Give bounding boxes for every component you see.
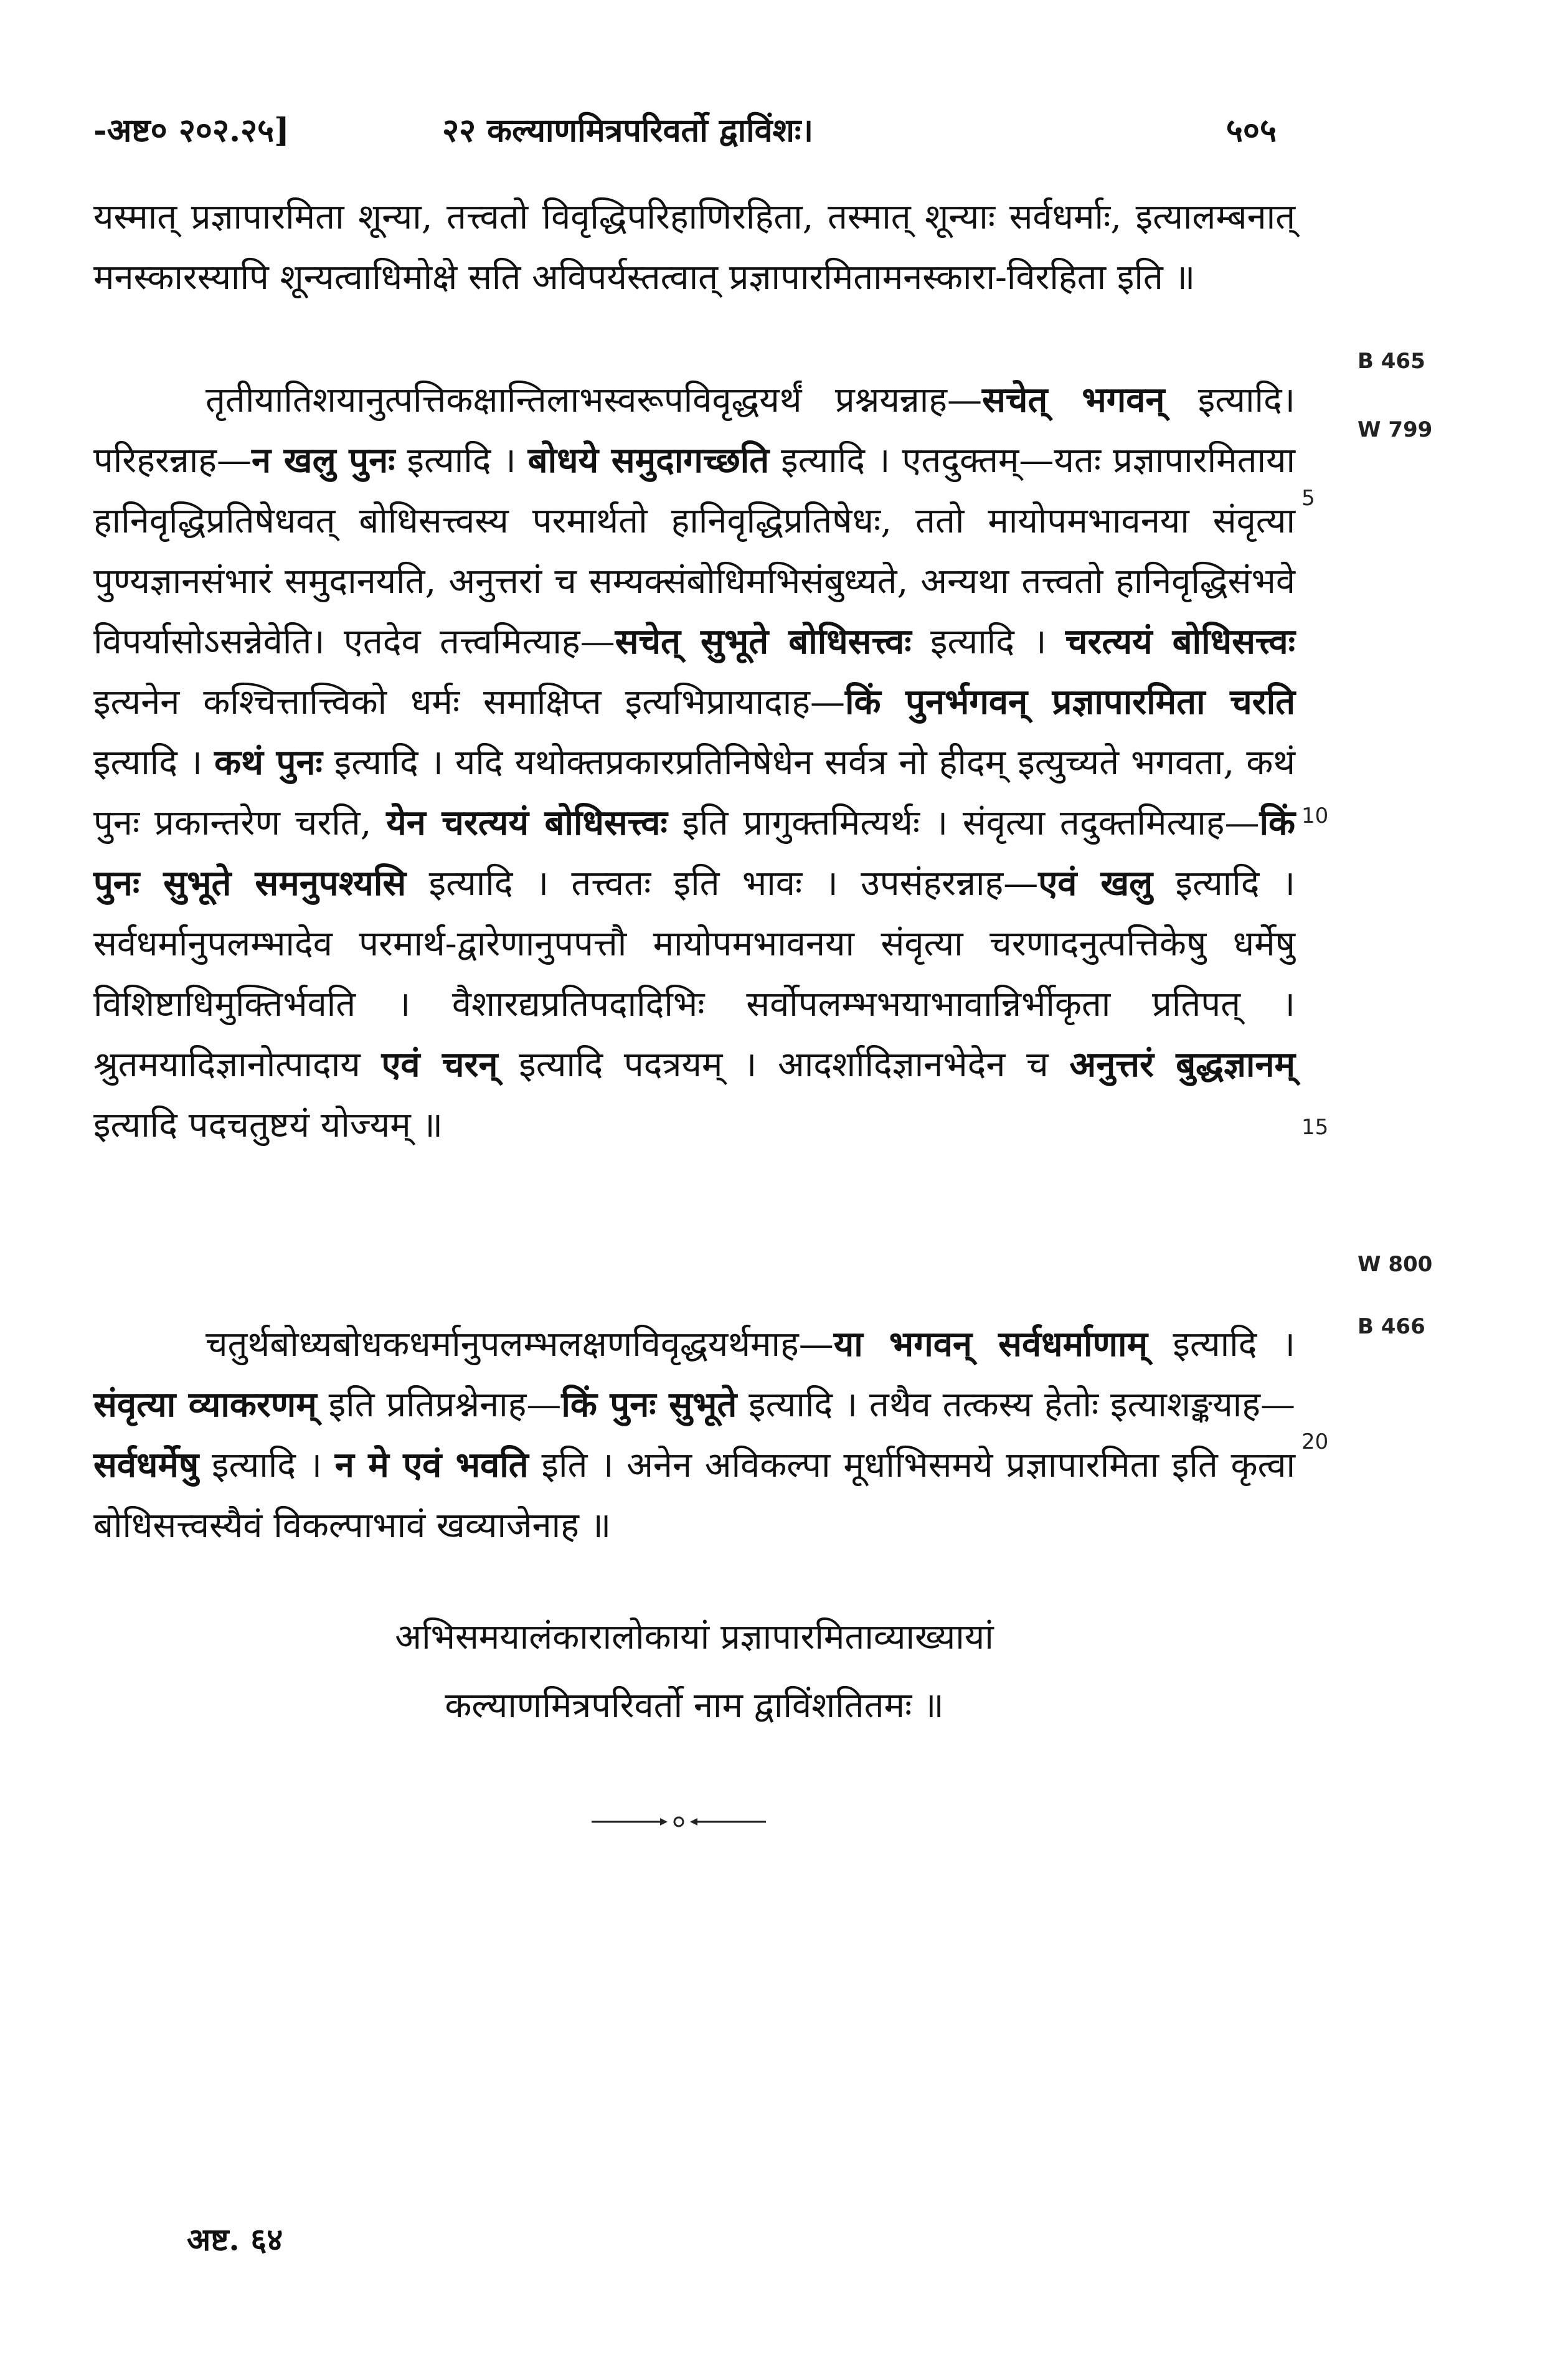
margin-ref-w800: W 800 bbox=[1358, 1252, 1433, 1277]
page-number: ५०५ bbox=[1226, 111, 1277, 149]
line-number-15: 15 bbox=[1301, 1115, 1329, 1140]
p2-w: इत्यादि पदत्रयम् । आदर्शादिज्ञानभेदेन च bbox=[498, 1044, 1070, 1085]
signature-mark: अष्ट. ६४ bbox=[187, 2221, 283, 2258]
p3-c: इत्यादि । bbox=[1148, 1324, 1295, 1365]
margin-ref-w799: W 799 bbox=[1358, 417, 1433, 442]
p2-n-quote: कथं पुनः bbox=[214, 742, 323, 783]
p2-i: इत्यादि । bbox=[911, 622, 1065, 662]
p3-k: इति । अनेन अविकल्पा मूर्धाभिसमये प्रज्ञापारमिता इति कृत्वा बोधिसत्त्वस्यैवं विकल्पाभावं खव्याजेनाह ॥ bbox=[93, 1445, 1296, 1546]
chapter-title: २२ कल्याणमित्रपरिवर्तो द्वाविंशः। bbox=[442, 111, 814, 149]
p2-b-quote: सचेत् भगवन् bbox=[981, 379, 1165, 420]
p2-t-quote: एवं खलु bbox=[1038, 863, 1153, 904]
p2-o: इत्यादि । यदि यथोक्तप्रकारप्रतिनिषेधेन सर्वत्र नो हीदम् इत्युच्यते भगवता, कथं पुनः प्रकान्तरेण चरति, bbox=[93, 742, 1295, 843]
p3-j-quote: न मे एवं भवति bbox=[334, 1444, 529, 1485]
p2-g: इत्यादि । एतदुक्तम्—यतः प्रज्ञापारमिताया हानिवृद्धिप्रतिषेधवत् बोधिसत्त्वस्य परमार्थतो हानिवृद्धिप्रतिषेधः, ततो मायोपमभावनया संवृत्या पुण्यज्ञानसंभारं समुदानयति, अनुत्तरां च सम्यक्संबोधिमभिसंबुध्यते, अन्यथा तत्त्वतो हानिवृद्धिसंभवे विपर्यासोऽसन्नेवेति। एतदेव तत्त्वमित्याह— bbox=[93, 440, 1295, 662]
p2-k: इत्यनेन कश्चित्तात्त्विको धर्मः समाक्षिप्त इत्यभिप्रायादाह— bbox=[93, 682, 846, 722]
p2-e: इत्यादि । bbox=[395, 440, 528, 481]
line-number-20: 20 bbox=[1301, 1429, 1329, 1454]
p2-v-quote: एवं चरन् bbox=[381, 1044, 498, 1085]
p2-a: तृतीयातिशयानुत्पत्तिकक्षान्तिलाभस्वरूपविवृद्धयर्थं प्रश्नयन्नाह— bbox=[205, 380, 982, 420]
p2-f-quote: बोधये समुदागच्छति bbox=[527, 440, 770, 481]
p2-p-quote: येन चरत्ययं बोधिसत्त्वः bbox=[386, 802, 668, 843]
paragraph-1 bbox=[93, 187, 1295, 308]
p3-h-quote: सर्वधर्मेषु bbox=[93, 1444, 199, 1485]
p2-x-quote: अनुत्तरं बुद्धज्ञानम् bbox=[1069, 1044, 1295, 1085]
p2-u: इत्यादि । सर्वधर्मानुपलम्भादेव परमार्थ-द्वारेणानुपपत्तौ मायोपमभावनया संवृत्या चरणादनुत्पत्तिकेषु धर्मेषु विशिष्टाधिमुक्तिर्भवति । वैशारद्यप्रतिपदादिभिः सर्वोपलम्भभयाभावान्निर्भीकृता प्रतिपत् । श्रुतमयादिज्ञानोत्पादाय bbox=[93, 863, 1295, 1085]
paragraph-2 bbox=[93, 370, 1295, 1155]
paragraph-3 bbox=[93, 1314, 1295, 1556]
section-reference: -अष्ट० २०२.२५] bbox=[93, 111, 290, 149]
margin-ref-b466: B 466 bbox=[1358, 1314, 1425, 1339]
p3-d-quote: संवृत्या व्याकरणम् bbox=[93, 1384, 317, 1425]
p3-b-quote: या भगवन् सर्वधर्माणाम् bbox=[833, 1324, 1148, 1365]
p2-m: इत्यादि । bbox=[93, 742, 215, 783]
p2-c: इत्यादि। परिहरन्नाह— bbox=[93, 380, 1295, 481]
line-number-5: 5 bbox=[1301, 486, 1315, 511]
p2-h-quote: सचेत् सुभूते बोधिसत्त्वः bbox=[615, 621, 912, 662]
paragraph-3-text bbox=[93, 1314, 1295, 1556]
p3-i: इत्यादि । bbox=[199, 1445, 335, 1485]
p3-a: चतुर्थबोध्यबोधकधर्मानुपलम्भलक्षणविवृद्धयर्थमाह— bbox=[205, 1324, 834, 1365]
margin-ref-b465: B 465 bbox=[1358, 349, 1425, 374]
p3-e: इति प्रतिप्रश्नेनाह— bbox=[316, 1385, 562, 1425]
colophon-line-1: अभिसमयालंकारालोकायां प्रज्ञापारमिताव्याख्यायां bbox=[395, 1617, 994, 1657]
running-head bbox=[93, 106, 1277, 156]
p2-d-quote: न खलु पुनः bbox=[252, 440, 395, 481]
colophon-line-2: कल्याणमित्रपरिवर्तो नाम द्वाविंशतितमः ॥ bbox=[445, 1685, 944, 1726]
p2-s: इत्यादि । तत्त्वतः इति भावः । उपसंहरन्नाह— bbox=[406, 863, 1039, 904]
p2-r-quote: किं पुनः सुभूते समनुपश्यसि bbox=[93, 802, 1295, 904]
p2-y: इत्यादि पदचतुष्टयं योज्यम् ॥ bbox=[93, 1105, 443, 1145]
paragraph-2-text bbox=[93, 370, 1295, 1155]
p3-f-quote: किं पुनः सुभूते bbox=[561, 1384, 737, 1425]
paragraph-1-text: यस्मात् प्रज्ञापारमिता शून्या, तत्त्वतो विवृद्धिपरिहाणिरहिता, तस्मात् शून्याः सर्वधर्माः, इत्यालम्बनात् मनस्कारस्यापि शून्यत्वाधिमोक्षे सति अविपर्यस्तत्वात् प्रज्ञापारमितामनस्कारा-विरहिता इति ॥ bbox=[93, 197, 1295, 298]
p2-l-quote: किं पुनर्भगवन् प्रज्ञापारमिता चरति bbox=[845, 681, 1295, 722]
end-ornament-icon bbox=[585, 1812, 772, 1831]
line-number-10: 10 bbox=[1301, 803, 1329, 828]
p2-q: इति प्रागुक्तमित्यर्थः । संवृत्या तदुक्तमित्याह— bbox=[667, 803, 1260, 843]
p2-j-quote: चरत्ययं बोधिसत्त्वः bbox=[1065, 621, 1295, 662]
p3-g: इत्यादि । तथैव तत्कस्य हेतोः इत्याशङ्कयाह— bbox=[737, 1385, 1295, 1425]
